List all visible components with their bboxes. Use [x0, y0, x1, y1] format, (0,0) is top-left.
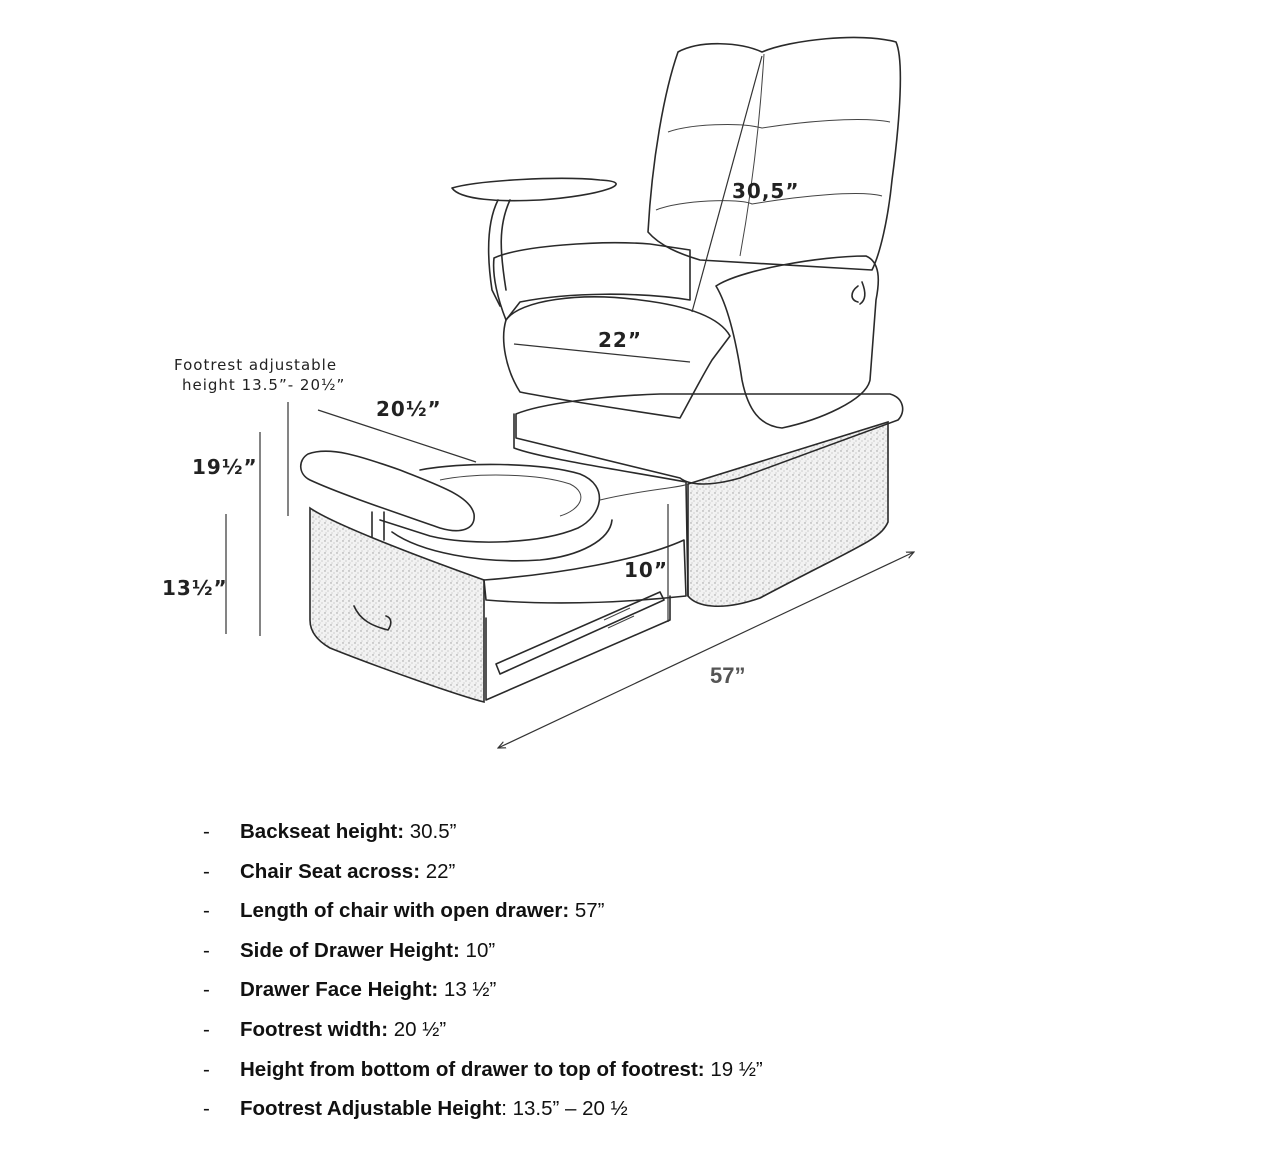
- length-dim-label: 57”: [710, 663, 746, 688]
- spec-item: - Side of Drawer Height: 10”: [203, 938, 496, 962]
- spec-label: Side of Drawer Height:: [240, 938, 460, 962]
- spec-label: Footrest width:: [240, 1017, 389, 1041]
- spec-label: Footrest Adjustable Height: [240, 1097, 502, 1121]
- footrest-height-dim-label: 19½”: [192, 455, 258, 479]
- spec-item: - Chair Seat across: 22”: [203, 859, 456, 883]
- drawer-face-dim-label: 13½”: [162, 576, 228, 600]
- chair-sketch: [301, 37, 903, 702]
- spec-value: 30.5”: [404, 820, 457, 843]
- spec-item: - Footrest Adjustable Height: 13.5” – 20 ½: [203, 1097, 628, 1121]
- spec-value: 57”: [569, 899, 605, 923]
- footrest-width-dim-label: 20½”: [376, 397, 442, 421]
- drawer-face: [310, 508, 484, 702]
- spec-label: Drawer Face Height:: [240, 978, 439, 1002]
- spec-label: Height from bottom of drawer to top of footrest:: [240, 1057, 705, 1081]
- spec-item: - Height from bottom of drawer to top of footrest: 19 ½”: [203, 1057, 763, 1081]
- spec-value: : 13.5” – 20 ½: [501, 1097, 628, 1121]
- foot-basin: [380, 464, 599, 542]
- spec-value: 22”: [420, 859, 456, 883]
- footrest-note-line1: Footrest adjustable: [174, 356, 338, 374]
- spec-list: [0, 812, 1275, 1129]
- seat-dim-label: 22”: [598, 328, 642, 352]
- spec-value: 10”: [459, 938, 496, 962]
- spec-label: Chair Seat across:: [240, 859, 421, 883]
- spec-value: 19 ½”: [704, 1057, 763, 1081]
- drawer-side-dim-label: 10”: [624, 558, 668, 582]
- spec-value: 20 ½”: [388, 1017, 447, 1041]
- footrest-note-line2: height 13.5”- 20½”: [182, 376, 346, 394]
- seat-cushion: [504, 297, 730, 418]
- spec-item: - Length of chair with open drawer: 57”: [203, 899, 605, 923]
- spec-label: Length of chair with open drawer:: [240, 899, 570, 923]
- spec-label: Backseat height:: [240, 820, 405, 843]
- arm-hook: [852, 282, 865, 304]
- spec-item: - Drawer Face Height: 13 ½”: [203, 978, 497, 1002]
- spec-item: - Footrest width: 20 ½”: [203, 1017, 447, 1041]
- right-armrest: [716, 256, 878, 428]
- spec-value: 13 ½”: [438, 978, 497, 1002]
- backrest: [648, 37, 900, 270]
- side-table: [452, 178, 616, 200]
- backseat-dim-label: 30,5”: [732, 179, 800, 203]
- spec-item: - Backseat height: 30.5”: [203, 820, 457, 843]
